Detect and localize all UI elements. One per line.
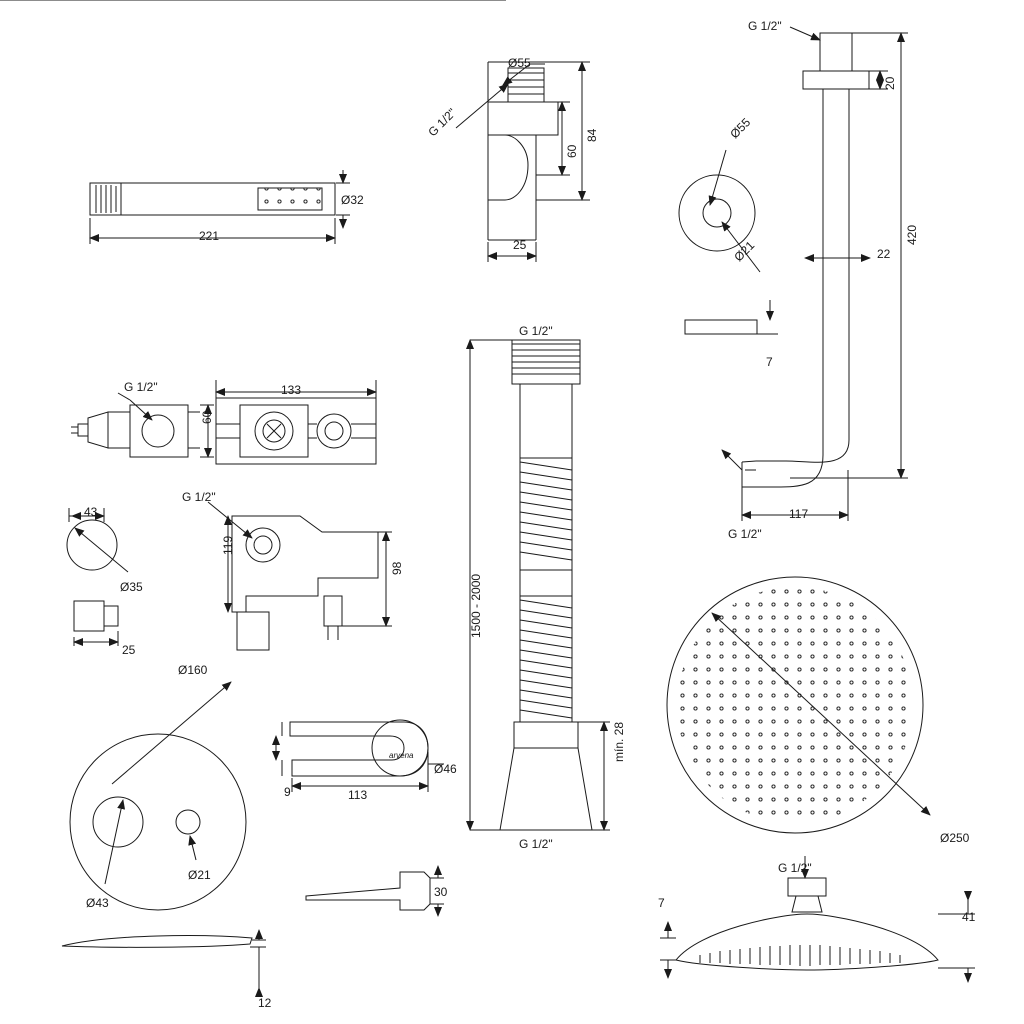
dimension-label-valve_thread: G 1/2" [124,380,158,394]
dimension-label-bracket_25: 25 [513,238,527,252]
dimension-label-wand_221: 221 [199,229,220,243]
dimension-label-handle_brand: arvena [389,751,414,760]
dimension-label-square_head_thread: G 1/2" [778,861,812,875]
dimension-label-arm_420: 420 [905,224,919,245]
dimension-label-hose_min28: mín. 28 [612,721,626,762]
dimension-label-square_head_41: 41 [962,910,976,924]
dimension-label-arm_thread_top: G 1/2" [748,19,782,33]
dimension-label-mixer_119: 119 [221,535,235,555]
dimension-label-plate_12: 12 [258,996,272,1010]
dimension-label-bracket_84: 84 [585,128,599,142]
dimension-label-bracket_60: 60 [565,144,579,158]
dimension-label-bracket_thread: G 1/2" [425,105,459,140]
dimension-label-round_head_dia250: Ø250 [940,831,970,845]
part-handle-detail [67,505,128,646]
dimension-label-arm_22: 22 [877,247,891,261]
part-exposed-mixer [208,502,392,650]
dimension-label-detail_43: 43 [84,505,98,519]
dimension-label-square_head_7: 7 [658,896,665,910]
part-round-plate [62,682,266,988]
part-hand-shower [90,170,350,244]
part-wall-bracket [456,62,590,262]
part-lever-handle [276,720,444,916]
dimension-label-plate_dia43: Ø43 [86,896,109,910]
dimension-label-arm_dia55: Ø55 [727,115,754,142]
dimension-label-arm_thread_bottom: G 1/2" [728,527,762,541]
dimension-label-plate_dia21: Ø21 [188,868,211,882]
dimension-label-mixer_98: 98 [390,561,404,575]
dimension-label-plate_dia160: Ø160 [178,663,208,677]
part-shower-hose [0,0,610,830]
dimension-label-detail_dia35: Ø35 [120,580,143,594]
dimension-label-wand_dia32: Ø32 [341,193,364,207]
dimension-label-hose_length: 1500 - 2000 [469,573,483,638]
dimension-label-arm_20: 20 [883,76,897,90]
dimension-label-handle_30: 30 [434,885,448,899]
dimension-label-handle_113: 113 [348,788,368,802]
dimension-label-mixer_thread: G 1/2" [182,490,216,504]
dimension-label-detail_25: 25 [122,643,136,657]
dimension-label-arm_117: 117 [789,507,809,521]
dimension-label-handle_9: 9 [284,785,291,799]
dimension-label-bracket_dia55: Ø55 [508,56,531,70]
dimension-label-hose_top_thread: G 1/2" [519,324,553,338]
dimension-label-arm_dia21: Ø21 [731,238,758,265]
dimension-label-arm_7: 7 [766,355,773,369]
part-round-shower-head [667,577,930,833]
dimension-label-valve_133: 133 [281,383,302,397]
dimension-label-handle_dia46: Ø46 [434,762,457,776]
dimension-label-hose_bottom_thread: G 1/2" [519,837,553,851]
dimension-label-valve_60: 60 [200,410,214,424]
part-square-shower-head [660,856,975,982]
part-shower-arm [679,27,908,521]
part-concealed-valve [71,380,376,464]
